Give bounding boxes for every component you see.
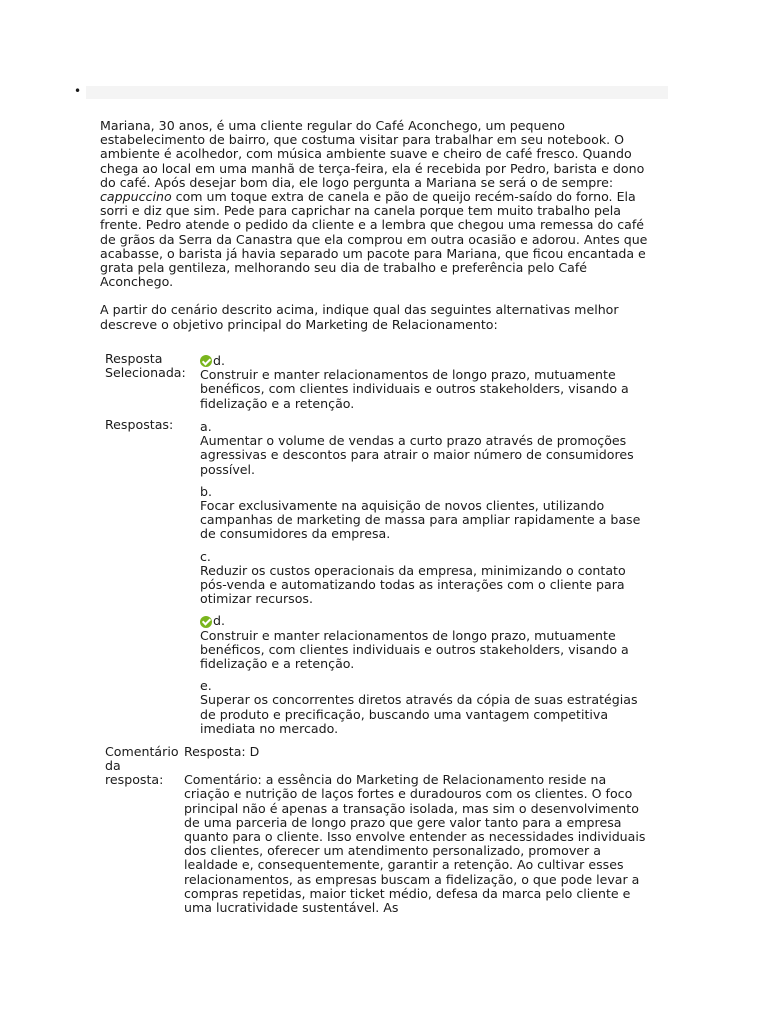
answer-table: [100, 352, 648, 744]
question-text: A partir do cenário descrito acima, indique qual das seguintes alternativas melhor descreve o objetivo principal do Marketing de Relacionamento:: [100, 302, 619, 332]
selected-letter: d.: [213, 353, 225, 368]
answer-option-e: e. Superar os concorrentes diretos através da cópia de suas estratégias de produto e precificação, buscando uma vantagem competitiva imediata no mercado.: [200, 678, 638, 736]
correct-check-icon: [200, 355, 212, 367]
scenario-italic: cappuccino: [100, 189, 172, 205]
answer-option-a: a. Aumentar o volume de vendas a curto prazo através de promoções agressivas e descontos para atrair o maior número de consumidores possível.: [200, 419, 634, 477]
answers-label: Respostas:: [105, 417, 174, 432]
selected-answer-label: Resposta Selecionada:: [105, 351, 186, 381]
answers-row: [100, 418, 648, 736]
answer-option-d: d. Construir e manter relacionamentos de longo prazo, mutuamente benéficos, com clientes individuais e outros stakeholders, visando a fidelização e a retenção.: [200, 613, 629, 672]
top-bar: [86, 86, 668, 99]
selected-answer-row: [100, 352, 648, 418]
answer-option-c: c. Reduzir os custos operacionais da empresa, minimizando o contato pós-venda e automatizando todas as interações com o cliente para otimizar recursos.: [200, 548, 626, 607]
scenario-text: Mariana, 30 anos, é uma cliente regular do Café Aconchego, um pequeno estabelecimento de bairro, que costuma visitar para trabalhar em seu notebook. O ambiente é acolhedor, com música ambiente suave e cheiro de café fresco. Quando chega ao local em uma manhã de terça-feira, ela é recebida por Pedro, barista e dono do café. Após desejar bom dia, ele logo pergunta a Mariana se será o de sempre: cappuccino com um toque extra de canela e pão de queijo recém-saído do forno. Ela sorri e diz que sim. Pede para caprichar na canela porque tem muito trabalho pela frente. Pedro atende o pedido da cliente e a lembra que chegou uma remessa do café de grãos da Serra da Canastra que ela comprou em outra ocasião e adorou. Antes que acabasse, o barista já havia separado um pacote para Mariana, que ficou encantada e grata pela gentileza, melhorando seu dia de trabalho e preferência pelo Café Aconchego.: [100, 118, 648, 290]
list-bullet: •: [74, 84, 82, 98]
comment-label: Comentário da resposta:: [105, 745, 179, 788]
answer-option-b: b. Focar exclusivamente na aquisição de novos clientes, utilizando campanhas de marketing de massa para ampliar rapidamente a base de consumidores da empresa.: [200, 483, 641, 542]
question-scenario: [100, 119, 648, 332]
comment-row: [100, 745, 648, 920]
selected-answer-text: Construir e manter relacionamentos de longo prazo, mutuamente benéficos, com clientes individuais e outros stakeholders, visando a fidelização e a retenção.: [200, 367, 629, 411]
comment-answer: Resposta: D: [184, 745, 260, 759]
correct-check-icon: [200, 616, 212, 628]
comment-text: Comentário: a essência do Marketing de Relacionamento reside na criação e nutrição de laços fortes e duradouros com os clientes. O foco principal não é apenas a transação isolada, mas sim o desenvolvimento de uma parceria de longo prazo que gere valor tanto para a empresa quanto para o cliente. Isso envolve entender as necessidades individuais dos clientes, oferecer um atendimento personalizado, promover a lealdade e, consequentemente, garantir a retenção. Ao cultivar esses relacionamentos, as empresas buscam a fidelização, o que pode levar a compras repetidas, maior ticket médio, defesa da marca pelo cliente e uma lucratividade sustentável. As: [184, 772, 646, 916]
